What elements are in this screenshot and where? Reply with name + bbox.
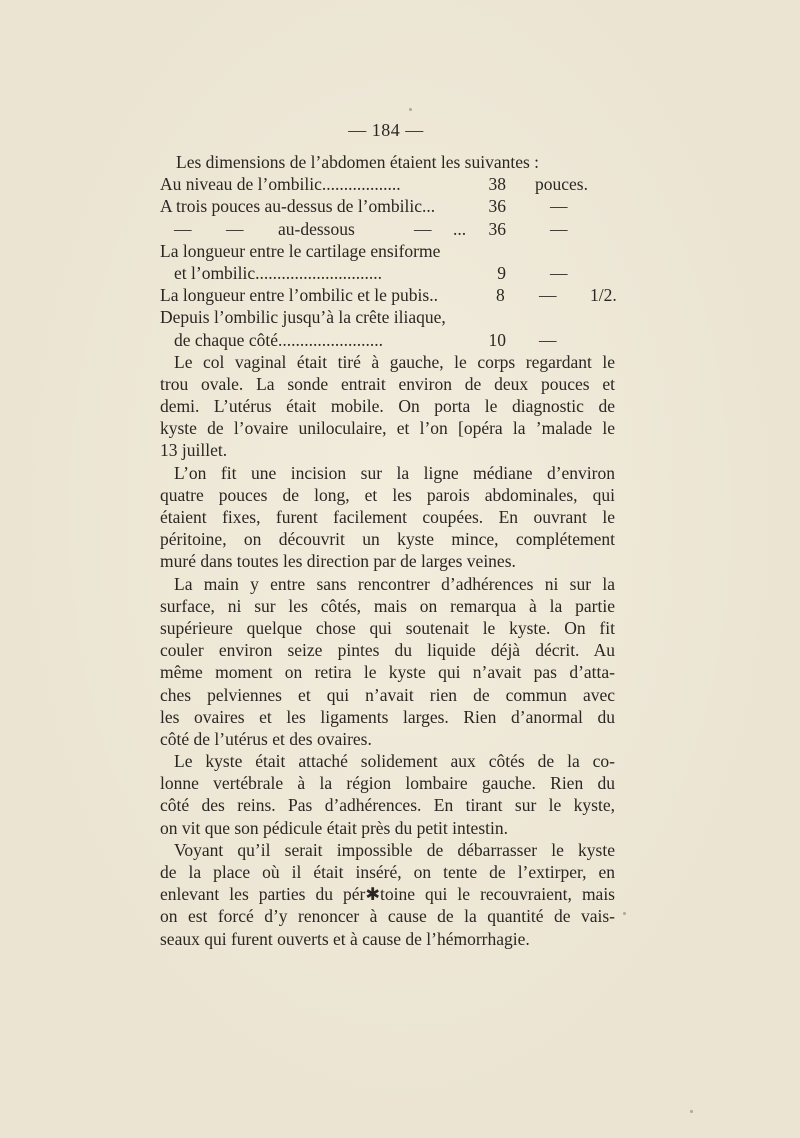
dimension-fraction: 1/2.	[590, 285, 617, 306]
dimension-row-crete-2	[160, 329, 615, 351]
paragraph-line: côté de l’utérus et des ovaires.	[160, 728, 372, 749]
dimension-unit: —	[550, 218, 568, 239]
dimension-unit: —	[550, 196, 568, 217]
dimension-label: Au niveau de l’ombilic..................	[160, 174, 401, 195]
dimension-row-cartilage-2	[160, 262, 615, 284]
paragraph-line: étaient fixes, furent facilement coupées. En ouvrant le	[160, 507, 615, 527]
paragraph-line: 13 juillet.	[160, 440, 228, 461]
leader-dots: ...	[453, 218, 467, 239]
paragraph-line: couler environ seize pintes du liquide déjà décrit. Au	[160, 640, 615, 661]
paragraph-line: surface, ni sur les côtés, mais on remarqua à la partie	[160, 595, 615, 616]
dimension-unit: —	[550, 262, 568, 283]
dimensions-intro: Les dimensions de l’abdomen étaient les suivantes :	[176, 152, 540, 172]
dimension-label: de chaque côté........................	[174, 329, 383, 350]
paragraph-line: les ovaires et les ligaments larges. Rien d’anormal du	[160, 706, 615, 727]
body-text	[160, 151, 615, 950]
paragraph-line: muré dans toutes les direction par de larges veines.	[160, 551, 516, 572]
paper-speck	[690, 1110, 693, 1113]
dimension-row-trois-dessous	[160, 218, 615, 240]
dimension-label: A trois pouces au-dessus de l’ombilic...	[160, 196, 436, 217]
paragraph-line: La main y entre sans rencontrer d’adhérences ni sur la	[174, 573, 615, 594]
paragraph-line: supérieure quelque chose qui soutenait le kyste. On fit	[160, 617, 615, 638]
paragraph-line: ches pelviennes et qui n’avait rien de commun avec	[160, 684, 615, 705]
paragraph-line: kyste de l’ovaire uniloculaire, et l’on [opéra la ’malade le	[160, 418, 615, 439]
dimension-row-trois-dessus	[160, 195, 615, 217]
paragraph-line: demi. L’utérus était mobile. On porta le diagnostic de	[160, 396, 615, 417]
dimension-label: et l’ombilic.............................	[174, 262, 383, 283]
paragraph-line: quatre pouces de long, et les parois abdominales, qui	[160, 484, 615, 505]
paragraph-line: on est forcé d’y renoncer à cause de la quantité de vais-	[160, 906, 615, 927]
paper-speck	[623, 912, 626, 915]
dimension-row-crete-1: Depuis l’ombilic jusqu’à la crête iliaque,	[160, 307, 446, 328]
dimension-value: 38	[488, 174, 506, 195]
dimension-label: au-dessous	[278, 218, 355, 239]
dimension-value: 36	[488, 218, 506, 239]
paragraph-line: côté des reins. Pas d’adhérences. En tirant sur le kyste,	[160, 795, 615, 816]
paragraph-line: même moment on retira le kyste qui n’avait pas d’atta-	[160, 662, 615, 683]
dimension-row-pubis	[160, 284, 615, 306]
ditto-dash: —	[226, 218, 244, 239]
dimension-unit: pouces.	[535, 174, 588, 195]
dimension-unit: —	[539, 329, 557, 350]
dimension-row-cartilage-1: La longueur entre le cartilage ensiforme	[160, 240, 441, 261]
paragraph-line: Le col vaginal était tiré à gauche, le corps regardant le	[174, 351, 615, 372]
paragraph-line: péritoine, on découvrit un kyste mince, complétement	[160, 529, 615, 550]
dimension-value: 8	[496, 285, 505, 306]
page-number: — 184 —	[348, 120, 424, 140]
paragraph-line: enlevant les parties du pér✱toine qui le recouvraient, mais	[160, 884, 615, 905]
dimension-value: 9	[497, 262, 506, 283]
paragraph-line: Voyant qu’il serait impossible de débarrasser le kyste	[174, 839, 615, 860]
paragraph-line: de la place où il était inséré, on tente de l’extirper, en	[160, 862, 615, 882]
dimension-value: 10	[488, 329, 506, 350]
dimension-unit: —	[539, 285, 557, 306]
paragraph-line: Le kyste était attaché solidement aux côtés de la co-	[174, 751, 615, 772]
paragraph-line: seaux qui furent ouverts et à cause de l’hémorrhagie.	[160, 928, 530, 949]
ditto-dash: —	[414, 218, 432, 239]
paragraph-line: on vit que son pédicule était près du petit intestin.	[160, 817, 508, 838]
paragraph-line: trou ovale. La sonde entrait environ de deux pouces et	[160, 373, 615, 394]
dimension-label: La longueur entre l’ombilic et le pubis..	[160, 285, 438, 306]
paragraph-line: lonne vertébrale à la région lombaire gauche. Rien du	[160, 773, 615, 794]
ditto-dash: —	[174, 218, 192, 239]
dimension-value: 36	[488, 196, 506, 217]
dimension-row-ombilic	[160, 173, 615, 195]
paragraph-line: L’on fit une incision sur la ligne médiane d’environ	[174, 462, 615, 483]
paper-speck	[409, 108, 412, 111]
